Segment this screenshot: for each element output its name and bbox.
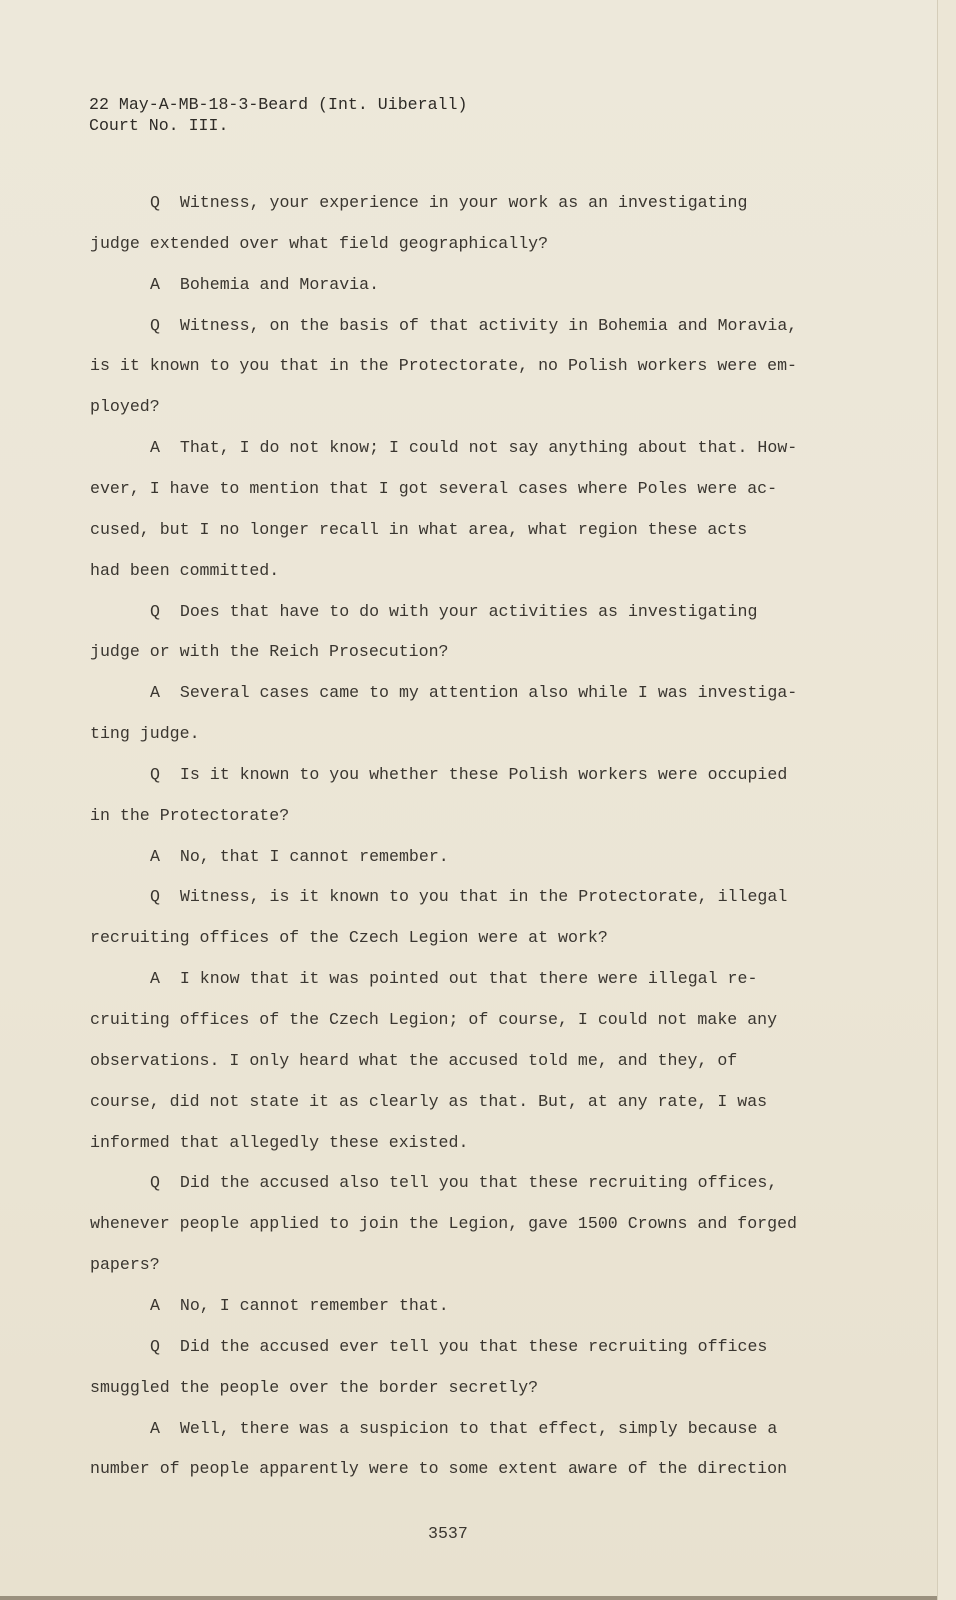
transcript-line: A Several cases came to my attention also while I was investiga-	[150, 683, 798, 703]
transcript-line: ting judge.	[90, 724, 200, 744]
transcript-line: is it known to you that in the Protectorate, no Polish workers were em-	[90, 356, 798, 376]
transcript-line: judge or with the Reich Prosecution?	[90, 642, 449, 662]
transcript-line: cruiting offices of the Czech Legion; of course, I could not make any	[90, 1010, 778, 1029]
transcript-line: ployed?	[90, 397, 160, 417]
document-header	[89, 94, 467, 136]
transcript-line: judge extended over what field geographically?	[90, 233, 549, 253]
transcript-line: A Well, there was a suspicion to that effect, simply because a	[150, 1418, 778, 1438]
page-bottom-edge	[0, 1596, 937, 1600]
transcript-line: Q Witness, on the basis of that activity in Bohemia and Moravia,	[150, 315, 798, 335]
transcript-line: recruiting offices of the Czech Legion were at work?	[90, 928, 608, 948]
transcript-line: had been committed.	[90, 560, 280, 580]
transcript-line: A I know that it was pointed out that there were illegal re-	[150, 969, 758, 989]
transcript-line: number of people apparently were to some extent aware of the direction	[90, 1459, 788, 1479]
transcript-line: Q Is it known to you whether these Polish workers were occupied	[150, 764, 788, 784]
transcript-line: Q Witness, is it known to you that in the Protectorate, illegal	[150, 887, 788, 907]
transcript-line: Q Did the accused ever tell you that these recruiting offices	[150, 1336, 768, 1356]
header-reference: 22 May-A-MB-18-3-Beard (Int. Uiberall)	[89, 95, 468, 114]
transcript-line: observations. I only heard what the accused told me, and they, of	[90, 1050, 738, 1070]
transcript-line: smuggled the people over the border secretly?	[90, 1377, 539, 1397]
transcript-line: course, did not state it as clearly as that. But, at any rate, I was	[90, 1091, 768, 1111]
transcript-line: Q Did the accused also tell you that these recruiting offices,	[150, 1173, 778, 1193]
transcript-line: A No, I cannot remember that.	[150, 1295, 449, 1315]
transcript-line: informed that allegedly these existed.	[90, 1132, 469, 1152]
transcript-line: cused, but I no longer recall in what area, what region these acts	[90, 519, 748, 539]
page-number: 3537	[428, 1524, 468, 1543]
transcript-line: A That, I do not know; I could not say anything about that. How-	[150, 438, 798, 458]
transcript-line: in the Protectorate?	[90, 805, 290, 825]
transcript-line: ever, I have to mention that I got several cases where Poles were ac-	[90, 478, 778, 498]
transcript-line: papers?	[90, 1255, 160, 1275]
transcript-line: whenever people applied to join the Legion, gave 1500 Crowns and forged	[90, 1214, 798, 1234]
transcript-line: Q Witness, your experience in your work as an investigating	[150, 193, 748, 212]
transcript-line: Q Does that have to do with your activities as investigating	[150, 601, 758, 621]
header-court: Court No. III.	[89, 116, 229, 135]
transcript-line: A No, that I cannot remember.	[150, 846, 449, 866]
transcript-line: A Bohemia and Moravia.	[150, 274, 380, 294]
